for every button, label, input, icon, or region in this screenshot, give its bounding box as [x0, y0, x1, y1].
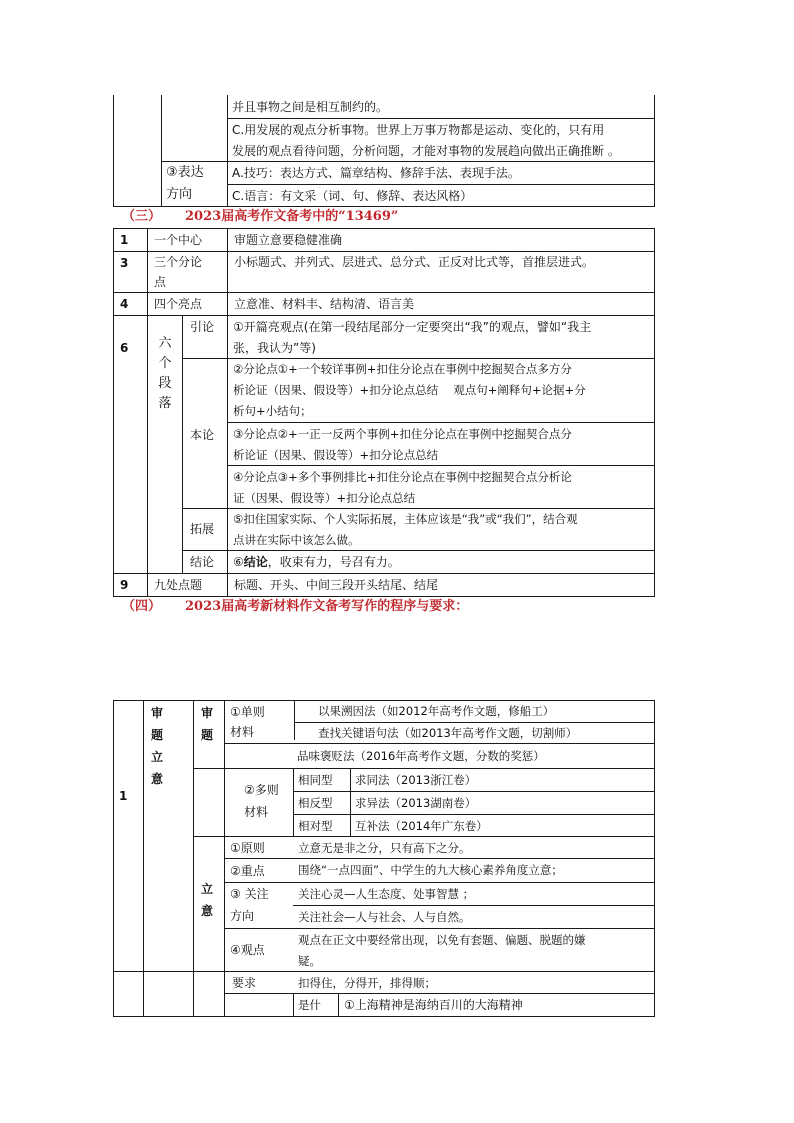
cell-text: 疑。: [298, 954, 321, 968]
sub-label-vertical: 审题: [200, 706, 213, 742]
cell-label: 要求: [232, 976, 257, 990]
row-label: 方向: [166, 187, 193, 202]
cell-text: 析句+小结句；: [233, 404, 312, 418]
cell-text: A.技巧：表达方式、篇章结构、修辞手法、表现手法。: [232, 166, 520, 180]
item-prefix: ⑥: [233, 555, 244, 569]
cell-text: ①开篇亮观点(在第一段结尾部分一定要突出“我”的观点，譬如“我主: [233, 320, 592, 334]
cell-text: 发展的观点看待问题，分析问题，才能对事物的发展趋向做出正确推断 。: [232, 144, 620, 158]
cell-label: 材料: [230, 725, 255, 739]
cell-text: 互补法（2014年广东卷）: [355, 819, 488, 833]
cell-text: 并且事物之间是相互制约的。: [232, 100, 389, 114]
sub-label: 本论: [190, 428, 215, 442]
cell-label: 是什: [298, 998, 321, 1012]
cell-label: ②多则: [244, 783, 279, 797]
row-label: 点: [154, 275, 167, 289]
cell-label: 材料: [244, 805, 269, 819]
section-prefix: （三）: [122, 209, 162, 224]
cell-text: ④分论点③+多个事例排比+扣住分论点在事例中挖掘契合点分析论: [233, 470, 572, 484]
cell-label: ③ 关注: [230, 887, 269, 901]
item-text: ，收束有力，号召有力。: [267, 555, 400, 569]
cell-text: ⑤扣住国家实际、个人实际拓展，主体应该是“我”或“我们”，结合观: [233, 512, 578, 526]
section-prefix: （四）: [122, 599, 162, 614]
cell-label: 相反型: [298, 796, 333, 810]
section-title: 2023届高考作文备考中的“13469”: [185, 209, 399, 224]
cell-text: 扣得住，分得开，排得顺；: [298, 976, 436, 990]
cell-text: 观点在正文中要经常出现，以免有套题、偏题、脱题的嫌: [298, 933, 586, 947]
row-number: 6: [120, 341, 129, 355]
cell-text: ③分论点②+一正一反两个事例+扣住分论点在事例中挖掘契合点分: [233, 427, 572, 441]
cell-text: 以果溯因法（如2012年高考作文题，修船工）: [318, 704, 555, 718]
cell-text: C.语言：有文采（词、句、修辞、表达风格）: [232, 189, 473, 203]
row-label: 三个分论: [154, 255, 203, 269]
cell-text: 品味褒贬法（2016年高考作文题，分数的奖惩）: [297, 749, 545, 763]
section-heading-4: [122, 597, 468, 617]
row-label-vertical: 六个段落: [158, 336, 172, 411]
column-label-vertical: 审题立意: [150, 706, 163, 786]
row-number: 9: [120, 578, 129, 592]
cell-label: 方向: [230, 909, 255, 923]
sub-label: 拓展: [190, 522, 215, 536]
cell-text: 证（因果、假设等）+扣分论点总结: [233, 491, 416, 505]
cell-text: 张，我认为”等): [233, 341, 316, 355]
sub-label: 结论: [190, 555, 215, 569]
row-label: 四个亮点: [154, 297, 203, 311]
cell-text: [233, 551, 400, 573]
cell-label: ②重点: [230, 864, 265, 878]
cell-text: 标题、开头、中间三段开头结尾、结尾: [234, 578, 439, 592]
cell-text: 围绕“一点四面”、中学生的九大核心素养角度立意；: [298, 863, 563, 877]
cell-text: 析论证（因果、假设等）+扣分论点总结 观点句+阐释句+论据+分: [233, 383, 586, 397]
cell-text: 析论证（因果、假设等）+扣分论点总结: [233, 448, 439, 462]
cell-label: 相同型: [298, 773, 333, 787]
sub-label: 引论: [190, 320, 215, 334]
cell-text: 立意无是非之分，只有高下之分。: [298, 841, 471, 855]
section-title: 2023届高考新材料作文备考写作的程序与要求：: [185, 599, 469, 614]
cell-text: 点讲在实际中该怎么做。: [233, 533, 360, 547]
row-label: ③表达: [166, 165, 204, 180]
cell-text: 小标题式、并列式、层进式、总分式、正反对比式等，首推层进式。: [234, 255, 595, 269]
cell-text: ②分论点①+一个较详事例+扣住分论点在事例中挖掘契合点多方分: [233, 362, 572, 376]
row-number: 3: [120, 256, 129, 270]
cell-text: 求同法（2013浙江卷）: [355, 773, 477, 787]
cell-label: 相对型: [298, 819, 333, 833]
cell-label: ④观点: [230, 943, 265, 957]
row-label: 一个中心: [154, 233, 203, 247]
cell-label: ①原则: [230, 841, 265, 855]
cell-text: 立意准、材料丰、结构清、语言美: [234, 297, 415, 311]
section-heading-3: [122, 207, 398, 227]
cell-text: ①上海精神是海纳百川的大海精神: [344, 998, 523, 1012]
bold-term: 结论: [243, 555, 268, 569]
row-number: 1: [120, 233, 129, 247]
row-label: 九处点题: [154, 578, 203, 592]
cell-text: 关注社会—人与社会、人与自然。: [298, 910, 471, 924]
cell-text: 查找关键语句法（如2013年高考作文题，切割师）: [318, 726, 578, 740]
cell-label: ①单则: [230, 705, 265, 719]
cell-text: 求异法（2013湖南卷）: [355, 796, 477, 810]
row-number: 4: [120, 297, 129, 311]
cell-text: 审题立意要稳健准确: [234, 233, 343, 247]
cell-text: 关注心灵—人生态度、处事智慧 ；: [298, 887, 475, 901]
sub-label-vertical: 立意: [200, 882, 213, 918]
row-number: 1: [119, 789, 128, 803]
cell-text: C.用发展的观点分析事物。世界上万事万物都是运动、变化的，只有用: [232, 123, 605, 137]
